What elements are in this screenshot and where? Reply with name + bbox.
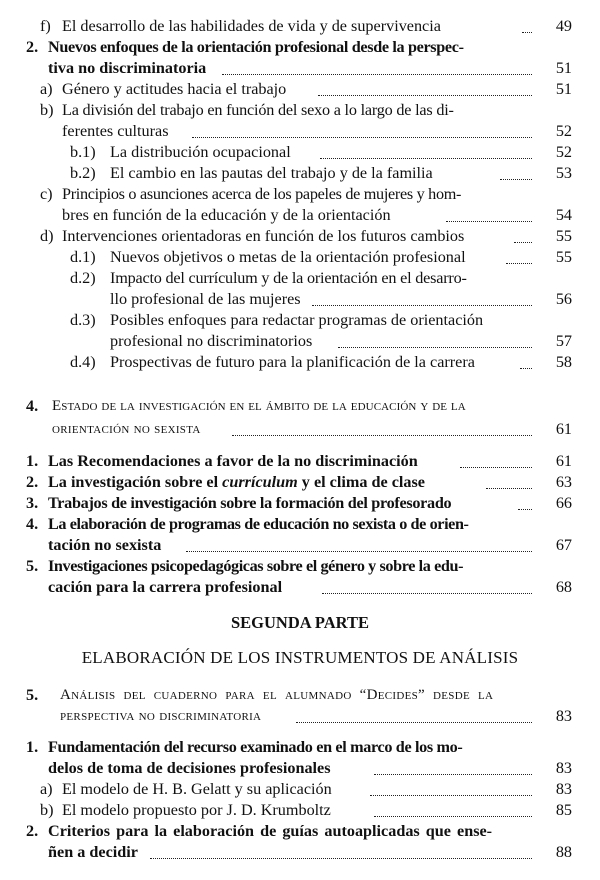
- toc-entry-b: [0, 100, 600, 142]
- page-number: 51: [555, 59, 572, 77]
- dot-leader: [338, 331, 532, 348]
- page-number: 83: [555, 759, 572, 777]
- dot-leader: [222, 58, 532, 75]
- dot-leader: [232, 419, 532, 436]
- entry-text: Nuevos objetivos o metas de la orientación profesional: [110, 248, 466, 266]
- entry-label: d.3): [70, 311, 96, 329]
- toc-entry-fundamentacion: [0, 737, 600, 779]
- entry-label: b.1): [70, 143, 96, 161]
- part-title: SEGUNDA PARTE: [230, 613, 369, 632]
- chapter-number: 5.: [26, 686, 39, 704]
- page-number: 57: [555, 332, 572, 350]
- page-number: 52: [555, 122, 572, 140]
- entry-label: a): [40, 780, 53, 798]
- dot-leader: [192, 121, 532, 138]
- toc-entry-formacion-profesorado: [0, 493, 600, 514]
- page-number: 68: [555, 578, 572, 596]
- entry-text-line2: delos de toma de decisiones profesionales: [48, 759, 331, 777]
- dot-leader: [460, 451, 532, 468]
- dot-leader: [520, 352, 532, 369]
- page-number: 83: [555, 707, 572, 725]
- chapter-number: 4.: [26, 397, 39, 415]
- entry-text-line1: Impacto del currículum y de la orientación en el desarro-: [110, 269, 467, 287]
- entry-number: 2.: [26, 473, 39, 491]
- page-number: 51: [555, 80, 572, 98]
- entry-text-post: y el clima de clase: [297, 473, 425, 491]
- entry-number: 2.: [26, 38, 39, 56]
- entry-number: 3.: [26, 494, 39, 512]
- toc-chapter-5: [0, 685, 600, 727]
- chapter-title-line1: Estado de la investigación en el ámbito de la educación y de la: [52, 398, 466, 414]
- toc-entry-programas: [0, 514, 600, 556]
- entry-number: 1.: [26, 738, 39, 756]
- entry-text: El cambio en las pautas del trabajo y de la familia: [110, 164, 433, 182]
- toc-entry-gelatt: [0, 779, 600, 800]
- entry-text: Intervenciones orientadoras en función de los futuros cambios: [62, 227, 465, 245]
- toc-entry-d: [0, 226, 600, 247]
- entry-text-line1: Criterios para la elaboración de guías autoaplicadas que ense-: [48, 822, 493, 840]
- entry-text: Género y actitudes hacia el trabajo: [62, 80, 287, 98]
- toc-entry-b2: [0, 163, 600, 184]
- dot-leader: [514, 226, 532, 243]
- dot-leader: [320, 142, 532, 159]
- dot-leader: [322, 577, 532, 594]
- entry-text: El modelo de H. B. Gelatt y su aplicación: [62, 780, 332, 798]
- entry-text: [48, 472, 425, 493]
- entry-text: El modelo propuesto por J. D. Krumboltz: [62, 801, 331, 819]
- page-number: 66: [555, 494, 572, 512]
- page-number: 49: [555, 17, 572, 35]
- toc-entry-criterios: [0, 821, 600, 863]
- dot-leader: [506, 247, 532, 264]
- toc-entry-d3-body: [0, 289, 600, 350]
- toc-entry-b1: [0, 142, 600, 163]
- entry-text-line1: Nuevos enfoques de la orientación profesional desde la perspec-: [48, 38, 464, 56]
- entry-label: f): [40, 17, 51, 35]
- page-number: 61: [555, 452, 572, 470]
- page-number: 56: [555, 290, 572, 308]
- entry-number: 2.: [26, 822, 39, 840]
- entry-label: d.1): [70, 248, 96, 266]
- page-number: 63: [555, 473, 572, 491]
- chapter-title-line2: perspectiva no discriminatoria: [60, 708, 262, 724]
- entry-text-line2: ñen a decidir: [48, 843, 138, 861]
- entry-label: d): [40, 227, 54, 245]
- dot-leader: [518, 493, 532, 510]
- part-subtitle: ELABORACIÓN DE LOS INSTRUMENTOS DE ANÁLISIS: [81, 648, 519, 667]
- toc-entry-a: [0, 79, 600, 100]
- toc-entry-investigaciones-psicopedagogicas: [0, 556, 600, 598]
- dot-leader: [500, 163, 532, 180]
- toc-chapter-4: [0, 396, 600, 438]
- entry-text-line1: Investigaciones psicopedagógicas sobre el género y sobre la edu-: [48, 557, 464, 575]
- entry-text: Las Recomendaciones a favor de la no discriminación: [48, 452, 418, 470]
- dot-leader: [446, 205, 532, 222]
- dot-leader: [374, 800, 532, 817]
- entry-text-line2: ferentes culturas: [62, 122, 169, 140]
- entry-number: 1.: [26, 452, 39, 470]
- page-number: 53: [555, 164, 572, 182]
- entry-text: La distribución ocupacional: [110, 143, 291, 161]
- entry-text: El desarrollo de las habilidades de vida y de supervivencia: [62, 17, 441, 35]
- toc-entry-section-2: [0, 37, 600, 79]
- entry-label: d.4): [70, 353, 96, 371]
- entry-label: b): [40, 801, 54, 819]
- entry-text-line1: Fundamentación del recurso examinado en el marco de los mo-: [48, 738, 463, 756]
- entry-text: Prospectivas de futuro para la planificación de la carrera: [110, 353, 475, 371]
- entry-label: c): [40, 185, 53, 203]
- toc-entry-f: [0, 16, 600, 37]
- toc-entry-investigacion-curriculum: [0, 472, 600, 493]
- entry-text-line2: llo profesional de las mujeres: [110, 290, 301, 308]
- entry-text-line1: La división del trabajo en función del sexo a lo largo de las di-: [62, 101, 454, 119]
- dot-leader: [150, 842, 532, 859]
- entry-text: Trabajos de investigación sobre la formación del profesorado: [48, 494, 452, 512]
- page-number: 88: [555, 843, 572, 861]
- toc-entry-d1: [0, 247, 600, 268]
- entry-label: a): [40, 80, 53, 98]
- toc-entry-d4: [0, 352, 600, 373]
- dot-leader: [522, 16, 532, 33]
- page-number: 58: [555, 353, 572, 371]
- chapter-title-line2: orientación no sexista: [52, 421, 201, 437]
- entry-label: b): [40, 101, 54, 119]
- entry-label: d.2): [70, 269, 96, 287]
- toc-entry-recomendaciones: [0, 451, 600, 472]
- dot-leader: [374, 758, 532, 775]
- chapter-title-line1: Análisis del cuaderno para el alumnado “Decides” desde la: [60, 687, 494, 703]
- page-number: 61: [555, 420, 572, 438]
- page-number: 54: [555, 206, 572, 224]
- page-number: 52: [555, 143, 572, 161]
- entry-text-italic: currículum: [222, 473, 298, 491]
- entry-text-line1: Posibles enfoques para redactar programas de orientación: [110, 311, 484, 329]
- page-number: 83: [555, 780, 572, 798]
- dot-leader: [296, 706, 532, 723]
- page-number: 85: [555, 801, 572, 819]
- entry-text-line2: bres en función de la educación y de la orientación: [62, 206, 391, 224]
- entry-number: 4.: [26, 515, 39, 533]
- entry-text-line2: cación para la carrera profesional: [48, 578, 283, 596]
- page-number: 55: [555, 248, 572, 266]
- entry-text-line1: La elaboración de programas de educación no sexista o de orien-: [48, 515, 469, 533]
- entry-number: 5.: [26, 557, 39, 575]
- entry-label: b.2): [70, 164, 96, 182]
- page-number: 67: [555, 536, 572, 554]
- toc-entry-c: [0, 184, 600, 226]
- entry-text-line2: tación no sexista: [48, 536, 162, 554]
- page-number: 55: [555, 227, 572, 245]
- entry-text-line2: tiva no discriminatoria: [48, 59, 207, 77]
- dot-leader: [186, 535, 532, 552]
- entry-text-line2: profesional no discriminatorios: [110, 332, 313, 350]
- dot-leader: [318, 79, 532, 96]
- dot-leader: [486, 472, 532, 489]
- entry-text-pre: La investigación sobre el: [48, 473, 223, 491]
- toc-entry-krumboltz: [0, 800, 600, 821]
- entry-text-line1: Principios o asunciones acerca de los papeles de mujeres y hom-: [62, 185, 462, 203]
- dot-leader: [370, 779, 532, 796]
